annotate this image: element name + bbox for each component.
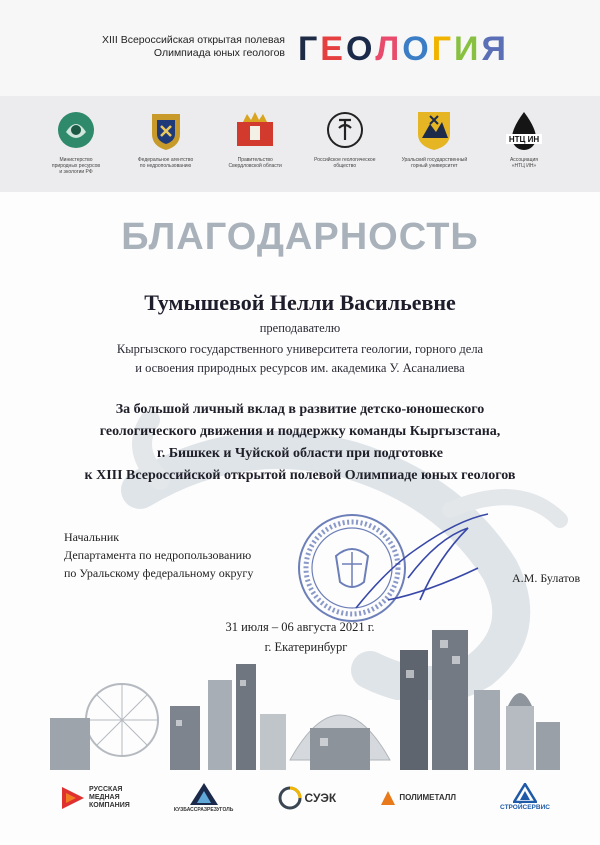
organization	[398, 108, 470, 175]
signer-name: А.М. Булатов	[512, 571, 581, 585]
reason-line2: геологического движения и поддержку команды Кыргызстана,	[99, 424, 501, 439]
reason-line4: к XIII Всероссийской открытой полевой Олимпиаде юных геологов	[84, 468, 516, 483]
institution-line1: Кыргызского государственного университета геологии, горного дела	[116, 342, 484, 356]
organization-caption: Министерство природных ресурсов и экологии РФ	[51, 157, 101, 175]
signature-scribble-icon	[348, 508, 498, 618]
organization	[488, 108, 560, 175]
suek-icon	[278, 786, 302, 810]
organization	[130, 108, 202, 175]
ntc-in-icon	[502, 108, 546, 152]
organizations-row	[40, 108, 560, 175]
signer-position	[64, 528, 253, 582]
sponsor-label: РУССКАЯ МЕДНАЯ КОМПАНИЯ	[89, 785, 130, 809]
organization	[40, 108, 112, 175]
organization-caption: Ассоциация «НТЦ ИН»	[509, 157, 538, 169]
stroyservis-icon	[513, 783, 537, 803]
organization-caption: Правительство Свердловской области	[228, 157, 282, 169]
reason-line1: За большой личный вклад в развитие детско-юношеского	[115, 402, 485, 417]
signer-position-line3: по Уральскому федеральному округу	[64, 566, 254, 580]
sponsor	[500, 783, 550, 812]
institution-line2: и освоения природных ресурсов им. академика У. Асаналиева	[135, 361, 465, 375]
ministry-emblem-icon	[54, 108, 98, 152]
organization-caption: Российское геологическое общество	[314, 157, 376, 169]
rosnedra-emblem-icon	[144, 108, 188, 152]
geological-society-icon	[323, 108, 367, 152]
logo-letter: О	[345, 30, 374, 68]
sponsor	[174, 782, 234, 813]
logo-letter: О	[402, 30, 430, 68]
polymetal-icon	[380, 790, 396, 806]
logo-letter: Е	[320, 30, 344, 68]
geologiya-logo	[298, 30, 507, 68]
logo-letter: Я	[481, 30, 507, 68]
sponsor	[278, 786, 337, 810]
recipient-name: Тумышевой Нелли Васильевне	[144, 290, 456, 315]
sponsors-row	[60, 782, 550, 813]
ural-mining-university-icon	[412, 108, 456, 152]
logo-letter: И	[454, 30, 480, 68]
organization-caption: Уральский государственный горный университет	[401, 157, 468, 169]
sponsor	[380, 790, 456, 806]
olympiad-title-line1: XIII Всероссийская открытая полевая	[102, 34, 285, 46]
city-skyline-icon	[40, 610, 560, 770]
event-city: г. Екатеринбург	[264, 640, 348, 654]
sponsor-label: СУЭК	[304, 790, 337, 805]
event-dates: 31 июля – 06 августа 2021 г.	[225, 620, 375, 634]
nedra-triangle-icon	[189, 782, 219, 806]
organization	[219, 108, 291, 175]
sponsor-label: СТРОЙСЕРВИС	[500, 804, 550, 811]
certificate-title: БЛАГОДАРНОСТЬ	[121, 216, 479, 258]
reason-line3: г. Бишкек и Чуйской области при подготовке	[157, 446, 443, 461]
olympiad-title-line2: Олимпиада юных геологов	[153, 47, 285, 59]
signer-position-line1: Начальник	[64, 530, 120, 544]
sponsor-label: ПОЛИМЕТАЛЛ	[399, 792, 456, 802]
logo-letter: Г	[431, 30, 453, 68]
recipient-role: преподавателю	[259, 321, 341, 335]
sponsor	[60, 785, 130, 811]
svg-text:НТЦ ИН: НТЦ ИН	[508, 135, 540, 144]
organization-caption: Федеральное агентство по недропользованию	[137, 157, 194, 169]
organization	[309, 108, 381, 175]
sponsor-label: КУЗБАССРАЗРЕЗУГОЛЬ	[173, 807, 234, 813]
logo-letter: Г	[298, 30, 319, 68]
sverdlovsk-coat-of-arms-icon	[233, 108, 277, 152]
russian-copper-company-icon	[60, 785, 86, 811]
olympiad-title	[75, 34, 285, 60]
signer-position-line2: Департамента по недропользованию	[64, 548, 252, 562]
logo-letter: Л	[375, 30, 401, 68]
